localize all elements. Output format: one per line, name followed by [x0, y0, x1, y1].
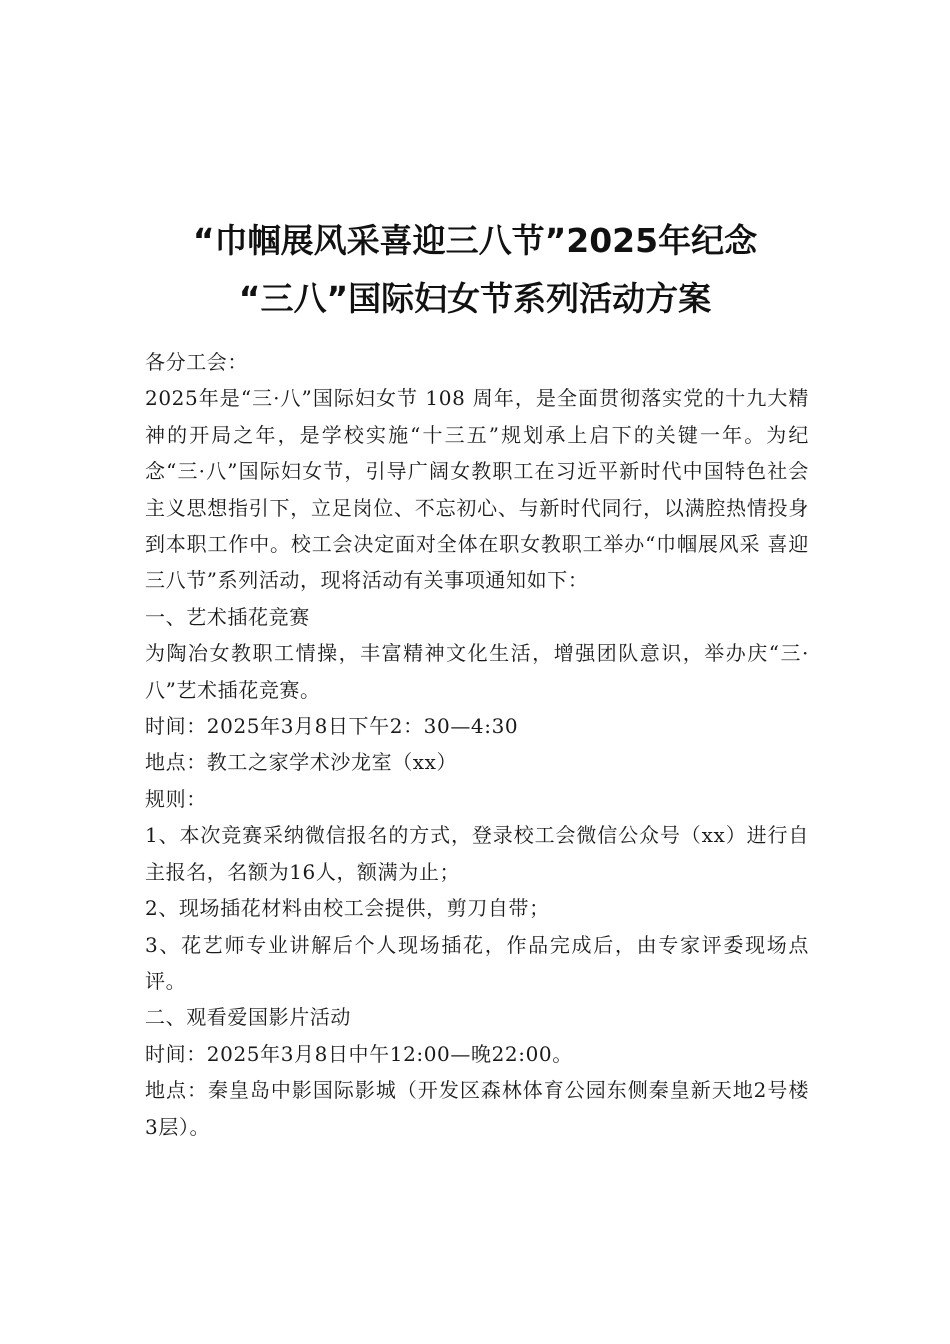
title-line-1: “巾帼展风采喜迎三八节”2025年纪念 [192, 221, 758, 260]
salutation: 各分工会： [145, 350, 248, 374]
rule-1: 1、本次竞赛采纳微信报名的方式，登录校工会微信公众号（xx）进行自主报名，名额为16人，额满为止； [145, 823, 809, 884]
rules-heading: 规则： [145, 786, 207, 811]
intro-paragraph: 2025年是“三·八”国际妇女节 108 周年，是全面贯彻落实党的十九大精神的开局之年，是学校实施“十三五”规划承上启下的关键一年。为纪念“三·八”国际妇女节，引导广阔女教职工在习近平新时代中国特色社会主义思想指引下，立足岗位、不忘初心、与新时代同行，以满腔热情投身到本职工作中。校工会决定面对全体在职女教职工举办“巾帼展风采 喜迎三八节”系列活动，现将活动有关事项通知如下： [145, 386, 809, 593]
title-line-2: “三八”国际妇女节系列活动方案 [238, 279, 712, 318]
section-2-time: 时间：2025年3月8日中午12:00—晚22:00。 [145, 1041, 573, 1066]
section-1-description: 为陶冶女教职工情操，丰富精神文化生活，增强团队意识，举办庆“三·八”艺术插花竞赛。 [145, 641, 809, 702]
section-heading-2: 二、观看爱国影片活动 [145, 1005, 351, 1030]
section-2-location: 地点：秦皇岛中影国际影城（开发区森林体育公园东侧秦皇新天地2号楼3层）。 [145, 1078, 809, 1139]
rule-2: 2、现场插花材料由校工会提供，剪刀自带； [145, 896, 550, 921]
document-body [145, 344, 809, 1145]
document-title [100, 212, 850, 328]
section-heading-1: 一、艺术插花竞赛 [145, 604, 310, 629]
rule-3: 3、花艺师专业讲解后个人现场插花，作品完成后，由专家评委现场点评。 [145, 932, 809, 993]
section-1-time: 时间：2025年3月8日下午2：30—4:30 [145, 714, 519, 739]
section-1-location: 地点：教工之家学术沙龙室（xx） [145, 750, 458, 775]
